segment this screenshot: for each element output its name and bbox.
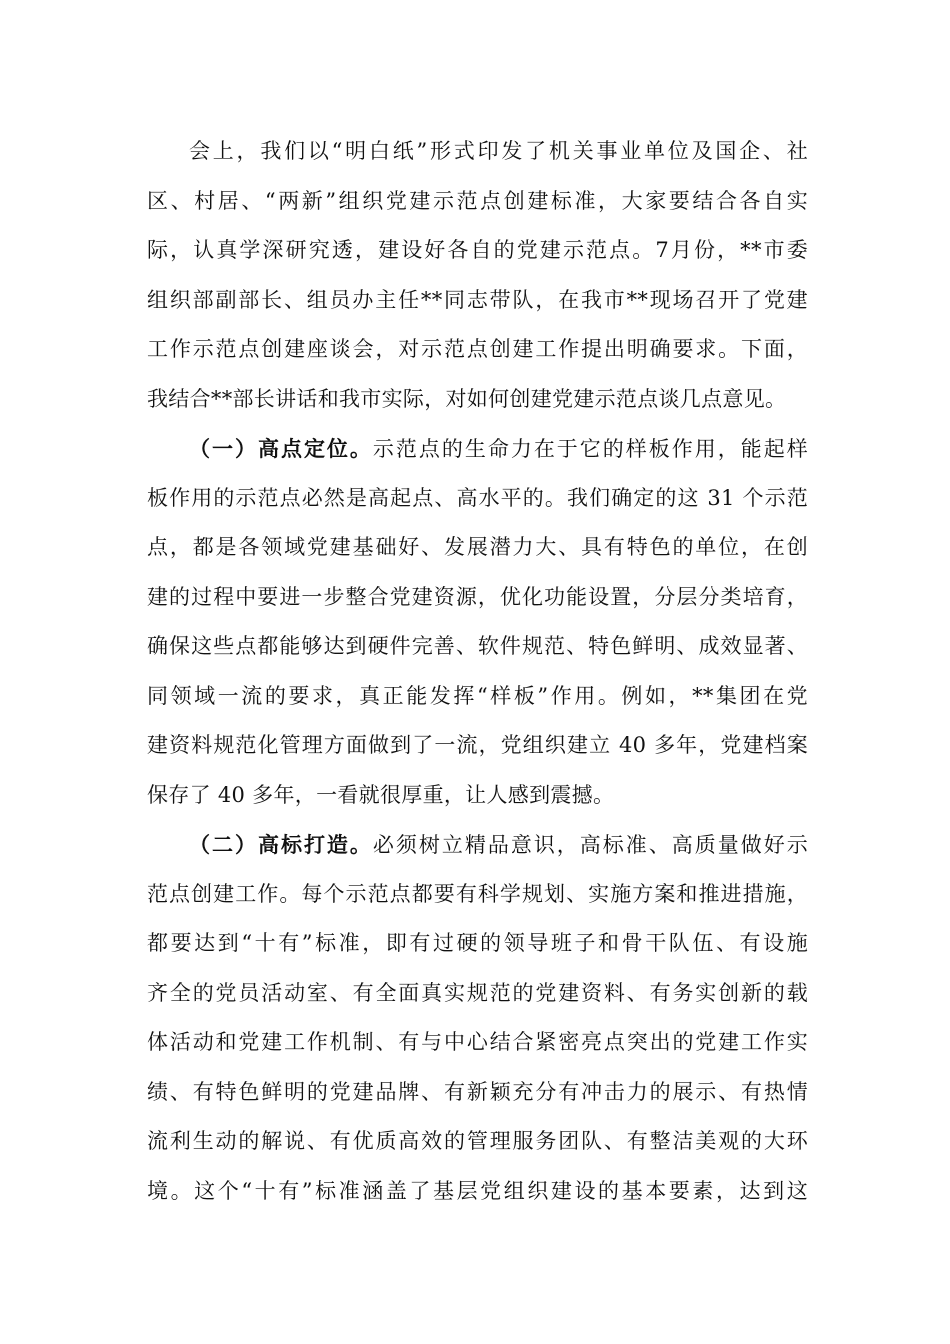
text-line: 建资料规范化管理方面做到了一流，党组织建立 40 多年，党建档案	[147, 733, 808, 757]
text-line: 建的过程中要进一步整合党建资源，优化功能设置，分层分类培育，	[147, 584, 808, 609]
text-line: 保存了 40 多年，一看就很厚重，让人感到震撼。	[147, 782, 615, 807]
text-line: 际，认真学深研究透，建设好各自的党建示范点。7月份，**市委	[147, 238, 808, 262]
text-line: 都要达到“十有”标准，即有过硬的领导班子和骨干队伍、有设施	[147, 931, 808, 955]
text-line: 范点创建工作。每个示范点都要有科学规划、实施方案和推进措施，	[147, 881, 808, 906]
text-line: 齐全的党员活动室、有全面真实规范的党建资料、有务实创新的载	[147, 980, 808, 1005]
text-line: 确保这些点都能够达到硬件完善、软件规范、特色鲜明、成效显著、	[147, 634, 808, 658]
text-line: 工作示范点创建座谈会，对示范点创建工作提出明确要求。下面，	[147, 337, 808, 361]
text-line: 绩、有特色鲜明的党建品牌、有新颖充分有冲击力的展示、有热情	[147, 1079, 808, 1104]
text-line: 流利生动的解说、有优质高效的管理服务团队、有整洁美观的大环	[147, 1129, 808, 1153]
text-line: 我结合**部长讲话和我市实际，对如何创建党建示范点谈几点意见。	[147, 386, 787, 411]
text-line: 会上，我们以“明白纸”形式印发了机关事业单位及国企、社	[189, 139, 808, 163]
text-line: 点，都是各领域党建基础好、发展潜力大、具有特色的单位，在创	[147, 535, 808, 559]
text-line: 板作用的示范点必然是高起点、高水平的。我们确定的这 31 个示范	[147, 485, 808, 510]
text-line: 境。这个“十有”标准涵盖了基层党组织建设的基本要素，达到这	[147, 1178, 808, 1203]
section-heading: （一）高点定位。	[189, 436, 373, 461]
text-line: 同领域一流的要求，真正能发挥“样板”作用。例如，**集团在党	[147, 683, 808, 708]
text-line: （二）高标打造。必须树立精品意识，高标准、高质量做好示	[189, 832, 808, 857]
text-line: 组织部副部长、组员办主任**同志带队，在我市**现场召开了党建	[147, 287, 808, 312]
text-line: （一）高点定位。示范点的生命力在于它的样板作用，能起样	[189, 436, 808, 461]
text-line: 区、村居、“两新”组织党建示范点创建标准，大家要结合各自实	[147, 188, 808, 213]
section-heading: （二）高标打造。	[189, 832, 373, 857]
text-line: 体活动和党建工作机制、有与中心结合紧密亮点突出的党建工作实	[147, 1030, 808, 1054]
